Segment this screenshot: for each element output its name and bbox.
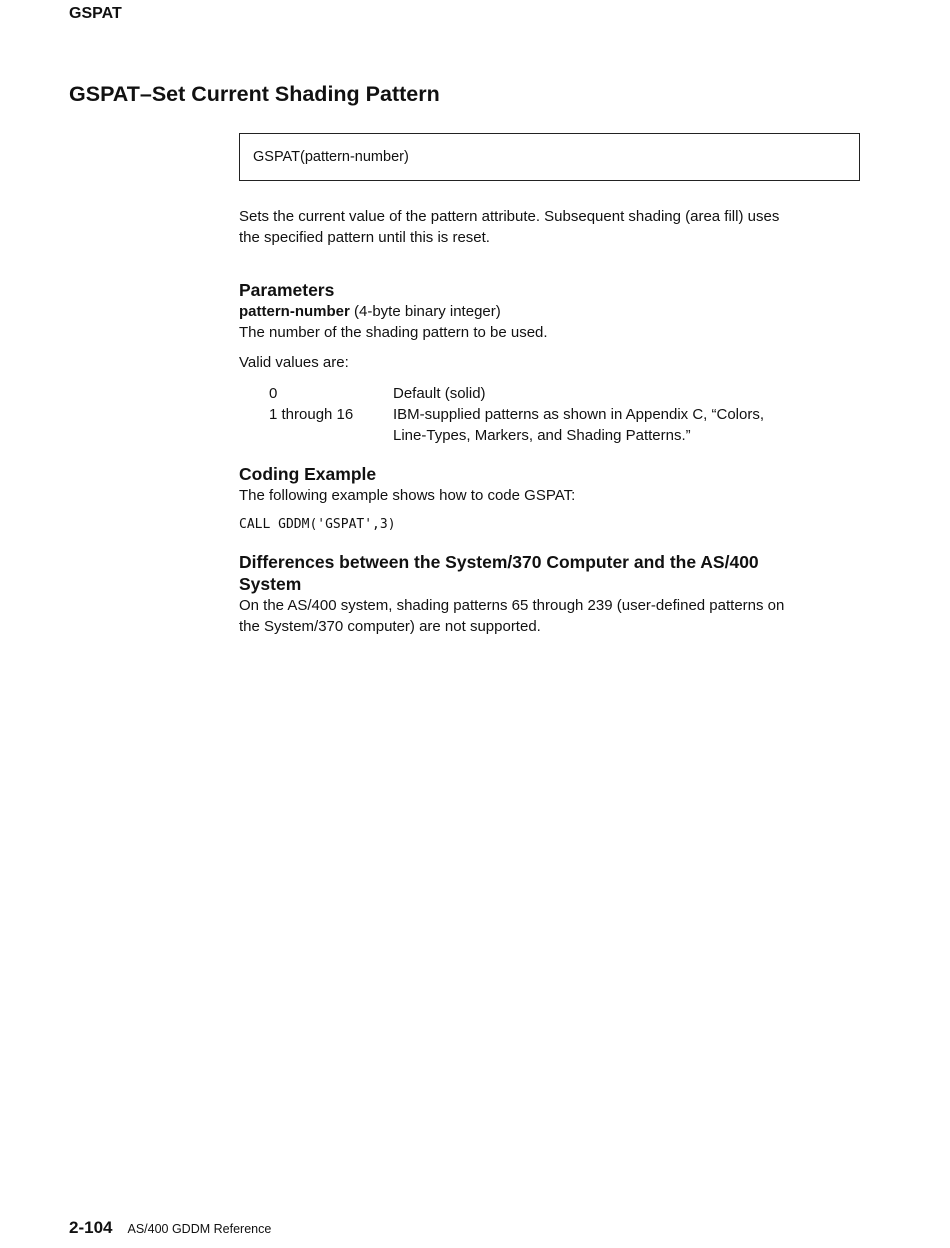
differences-heading-line-1: Differences between the System/370 Computer and the AS/400 [239, 552, 759, 572]
syntax-text: GSPAT(pattern-number) [253, 149, 409, 165]
valid-values-table [269, 383, 764, 446]
valid-value-description-line: IBM-supplied patterns as shown in Appendix C, “Colors, [393, 406, 765, 423]
differences-heading-line-2: System [239, 574, 302, 594]
parameter-definition: The number of the shading pattern to be used. [239, 324, 548, 341]
parameter-term: pattern-number [239, 303, 350, 320]
book-title: AS/400 GDDM Reference [127, 1222, 272, 1236]
code-sample: CALL GDDM('GSPAT',3) [239, 517, 396, 532]
valid-values-label: Valid values are: [239, 354, 349, 371]
parameter-term-line [239, 301, 859, 322]
page-title: GSPAT–Set Current Shading Pattern [69, 82, 440, 106]
description-line-2: the specified pattern until this is reset. [239, 229, 490, 246]
page-number: 2-104 [69, 1218, 113, 1237]
differences-line-2: the System/370 computer) are not supported. [239, 618, 541, 635]
parameters-heading: Parameters [239, 280, 335, 300]
description-line-1: Sets the current value of the pattern attribute. Subsequent shading (area fill) uses [239, 208, 780, 225]
valid-value-row [269, 404, 764, 446]
valid-value-description: Default (solid) [393, 385, 486, 402]
footer [69, 1218, 271, 1238]
parameter-type: (4-byte binary integer) [349, 303, 501, 320]
syntax-box [239, 133, 860, 181]
valid-value-description-line: Line-Types, Markers, and Shading Patterns.” [393, 427, 691, 444]
valid-value-row [269, 383, 764, 404]
running-head: GSPAT [69, 5, 122, 22]
coding-example-intro: The following example shows how to code GSPAT: [239, 487, 576, 504]
differences-line-1: On the AS/400 system, shading patterns 65 through 239 (user-defined patterns on [239, 597, 785, 614]
valid-value-description [393, 404, 764, 446]
content [239, 206, 859, 637]
valid-value: 1 through 16 [269, 406, 354, 423]
valid-value: 0 [269, 385, 278, 402]
coding-example-heading: Coding Example [239, 464, 377, 484]
